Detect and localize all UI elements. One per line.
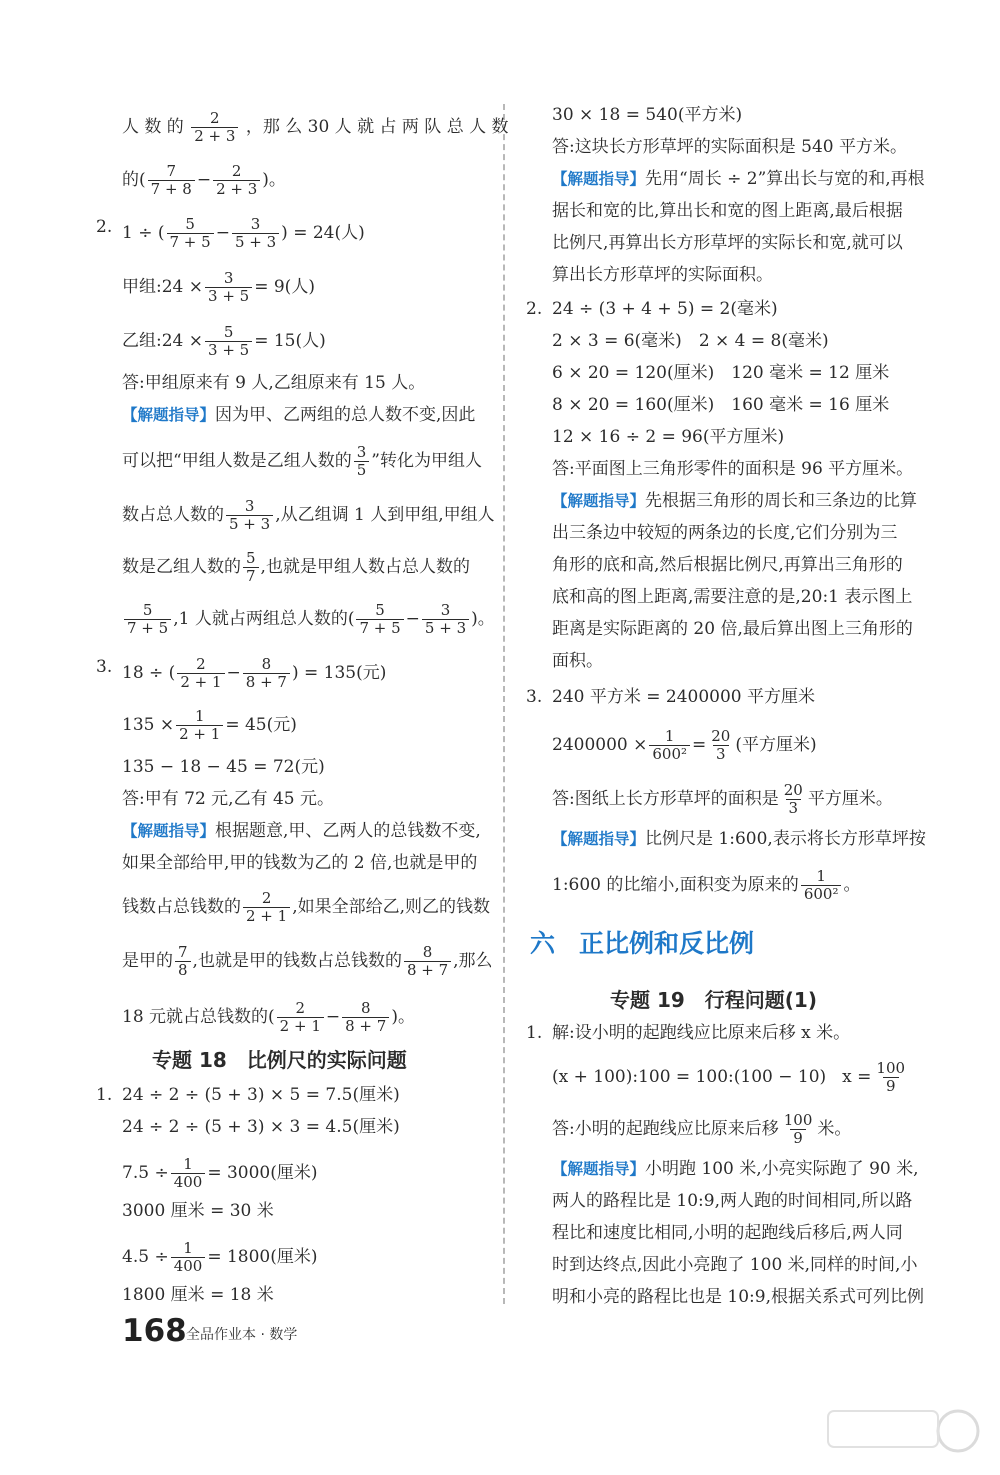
equation: 8 × 20 = 160(厘米) 160 毫米 = 16 厘米 [552, 395, 890, 415]
problem-number: 1. [526, 1023, 543, 1043]
answer: 答:图纸上长方形草坪的面积是 $\frac{20}{3}$ 平方厘米。 [552, 781, 893, 817]
guide-line: 【解题指导】小明跑 100 米,小亮实际跑了 90 米, [552, 1159, 919, 1179]
guide-line: 时到达终点,因此小亮跑了 100 米,同样的时间,小 [552, 1255, 918, 1275]
text-line: 解:设小明的起跑线应比原来后移 x 米。 [552, 1023, 851, 1043]
guide-line: 【解题指导】先根据三角形的周长和三条边的比算 [552, 491, 918, 511]
watermark-logo [818, 1405, 988, 1469]
guide-line: 数占总人数的 $\frac{3}{5 + 3}$ ,从乙组调 1 人到甲组,甲组人 [122, 497, 495, 533]
equation: (x + 100):100 = 100:(100 − 10) x = $\frac{100}{9}$ [552, 1059, 906, 1095]
guide-line: $\frac{5}{7 + 5}$ ,1 人就占两组总人数的( $\frac{5}{7 + 5}$ − $\frac{3}{5 + 3}$ )。 [122, 602, 495, 637]
problem-number: 1. [96, 1085, 113, 1105]
guide-line: 18 元就占总钱数的( $\frac{2}{2 + 1}$ − $\frac{8}{8 + 7}$ )。 [122, 999, 415, 1035]
guide-line: 距离是实际距离的 20 倍,最后算出图上三角形的 [552, 619, 913, 639]
guide-line: 【解题指导】根据题意,甲、乙两人的总钱数不变, [122, 821, 481, 841]
equation: 6 × 20 = 120(厘米) 120 毫米 = 12 厘米 [552, 363, 890, 383]
guide-line: 1:600 的比缩小,面积变为原来的 $\frac{1}{\text{600²}}$ 。 [552, 867, 861, 903]
guide-line: 据长和宽的比,算出长和宽的图上距离,最后根据 [552, 201, 903, 221]
answer: 答:平面图上三角形零件的面积是 96 平方厘米。 [552, 459, 914, 479]
guide-label: 【解题指导】 [122, 406, 216, 424]
guide-line: 程比和速度比相同,小明的起跑线后移后,两人同 [552, 1223, 903, 1243]
guide-line: 钱数占总钱数的 $\frac{2}{2 + 1}$ ,如果全部给乙,则乙的钱数 [122, 889, 491, 925]
equation: 乙组:24 × $\frac{5}{3 + 5}$ = 15(人) [122, 323, 326, 359]
answer: 答:这块长方形草坪的实际面积是 540 平方米。 [552, 137, 907, 157]
guide-line: 出三条边中较短的两条边的长度,它们分别为三 [552, 523, 898, 543]
text-line: 人 数 的 $\frac{2}{2 + 3}$ ，那 么 30 人 就 占 两 队 总 人 数 [122, 109, 509, 145]
guide-line: 【解题指导】比例尺是 1:600,表示将长方形草坪按 [552, 829, 926, 849]
fraction: $\frac{2}{2 + 3}$ [213, 163, 260, 198]
guide-line: 算出长方形草坪的实际面积。 [552, 265, 773, 285]
guide-line: 是甲的 $\frac{7}{8}$ ,也就是甲的钱数占总钱数的 $\frac{8}{8 + 7}$ ,那么 [122, 943, 493, 979]
page-number: 168 [122, 1313, 187, 1349]
problem-number: 3. [96, 657, 113, 677]
topic-heading: 专题 19 行程问题(1) [610, 988, 817, 1012]
equation: 18 ÷ ( $\frac{2}{2 + 1}$ − $\frac{8}{8 + 7}$ ) = 135(元) [122, 655, 387, 691]
fraction: $\frac{7}{7 + 8}$ [148, 163, 195, 198]
text-line: 的( $\frac{7}{7 + 8}$ − $\frac{2}{2 + 3}$ )。 [122, 162, 286, 198]
guide-line: 比例尺,再算出长方形草坪的实际长和宽,就可以 [552, 233, 903, 253]
equation: 30 × 18 = 540(平方米) [552, 105, 743, 125]
equation: 135 × $\frac{1}{2 + 1}$ = 45(元) [122, 707, 297, 743]
answer: 答:甲有 72 元,乙有 45 元。 [122, 789, 335, 809]
topic-heading: 专题 18 比例尺的实际问题 [152, 1048, 407, 1072]
problem-number: 2. [96, 217, 113, 237]
guide-line: 【解题指导】先用“周长 ÷ 2”算出长与宽的和,再根 [552, 169, 925, 189]
answer: 答:甲组原来有 9 人,乙组原来有 15 人。 [122, 373, 426, 393]
equation: 1 ÷ ( $\frac{5}{7 + 5}$ − $\frac{3}{5 + 3}$ ) = 24(人) [122, 215, 365, 251]
guide-line: 底和高的图上距离,需要注意的是,20:1 表示图上 [552, 587, 913, 607]
guide-line: 数是乙组人数的 $\frac{5}{7}$ ,也就是甲组人数占总人数的 [122, 549, 470, 585]
equation: 24 ÷ 2 ÷ (5 + 3) × 5 = 7.5(厘米) [122, 1085, 400, 1105]
equation: 4.5 ÷ $\frac{1}{400}$ = 1800(厘米) [122, 1239, 318, 1275]
guide-line: 如果全部给甲,甲的钱数为乙的 2 倍,也就是甲的 [122, 853, 478, 873]
equation: 12 × 16 ÷ 2 = 96(平方厘米) [552, 427, 785, 447]
column-divider [503, 104, 505, 1304]
guide-line: 明和小亮的路程比也是 10:9,根据关系式可列比例 [552, 1287, 924, 1307]
equation: 24 ÷ (3 + 4 + 5) = 2(毫米) [552, 299, 778, 319]
equation: 7.5 ÷ $\frac{1}{400}$ = 3000(厘米) [122, 1155, 318, 1191]
fraction: $\frac{2}{2 + 3}$ [191, 110, 238, 145]
equation: 24 ÷ 2 ÷ (5 + 3) × 3 = 4.5(厘米) [122, 1117, 400, 1137]
equation: 2400000 × $\frac{1}{\text{600²}}$ = $\frac{20}{3}$ (平方厘米) [552, 727, 817, 763]
chapter-heading: 六 正比例和反比例 [530, 929, 755, 958]
equation: 135 − 18 − 45 = 72(元) [122, 757, 325, 777]
equation: 2 × 3 = 6(毫米) 2 × 4 = 8(毫米) [552, 331, 829, 351]
answer: 答:小明的起跑线应比原来后移 $\frac{100}{9}$ 米。 [552, 1111, 852, 1147]
equation: 1800 厘米 = 18 米 [122, 1285, 274, 1305]
equation: 甲组:24 × $\frac{3}{3 + 5}$ = 9(人) [122, 269, 315, 305]
equation: 3000 厘米 = 30 米 [122, 1201, 274, 1221]
book-title: 全品作业本 · 数学 [186, 1327, 298, 1343]
equation: 240 平方米 = 2400000 平方厘米 [552, 687, 816, 707]
problem-number: 2. [526, 299, 543, 319]
guide-line: 两人的路程比是 10:9,两人跑的时间相同,所以路 [552, 1191, 913, 1211]
problem-number: 3. [526, 687, 543, 707]
guide-line: 角形的底和高,然后根据比例尺,再算出三角形的 [552, 555, 903, 575]
guide-line: 面积。 [552, 651, 603, 671]
guide-line: 【解题指导】因为甲、乙两组的总人数不变,因此 [122, 405, 476, 425]
guide-line: 可以把“甲组人数是乙组人数的 $\frac{3}{5}$ ”转化为甲组人 [122, 443, 482, 479]
